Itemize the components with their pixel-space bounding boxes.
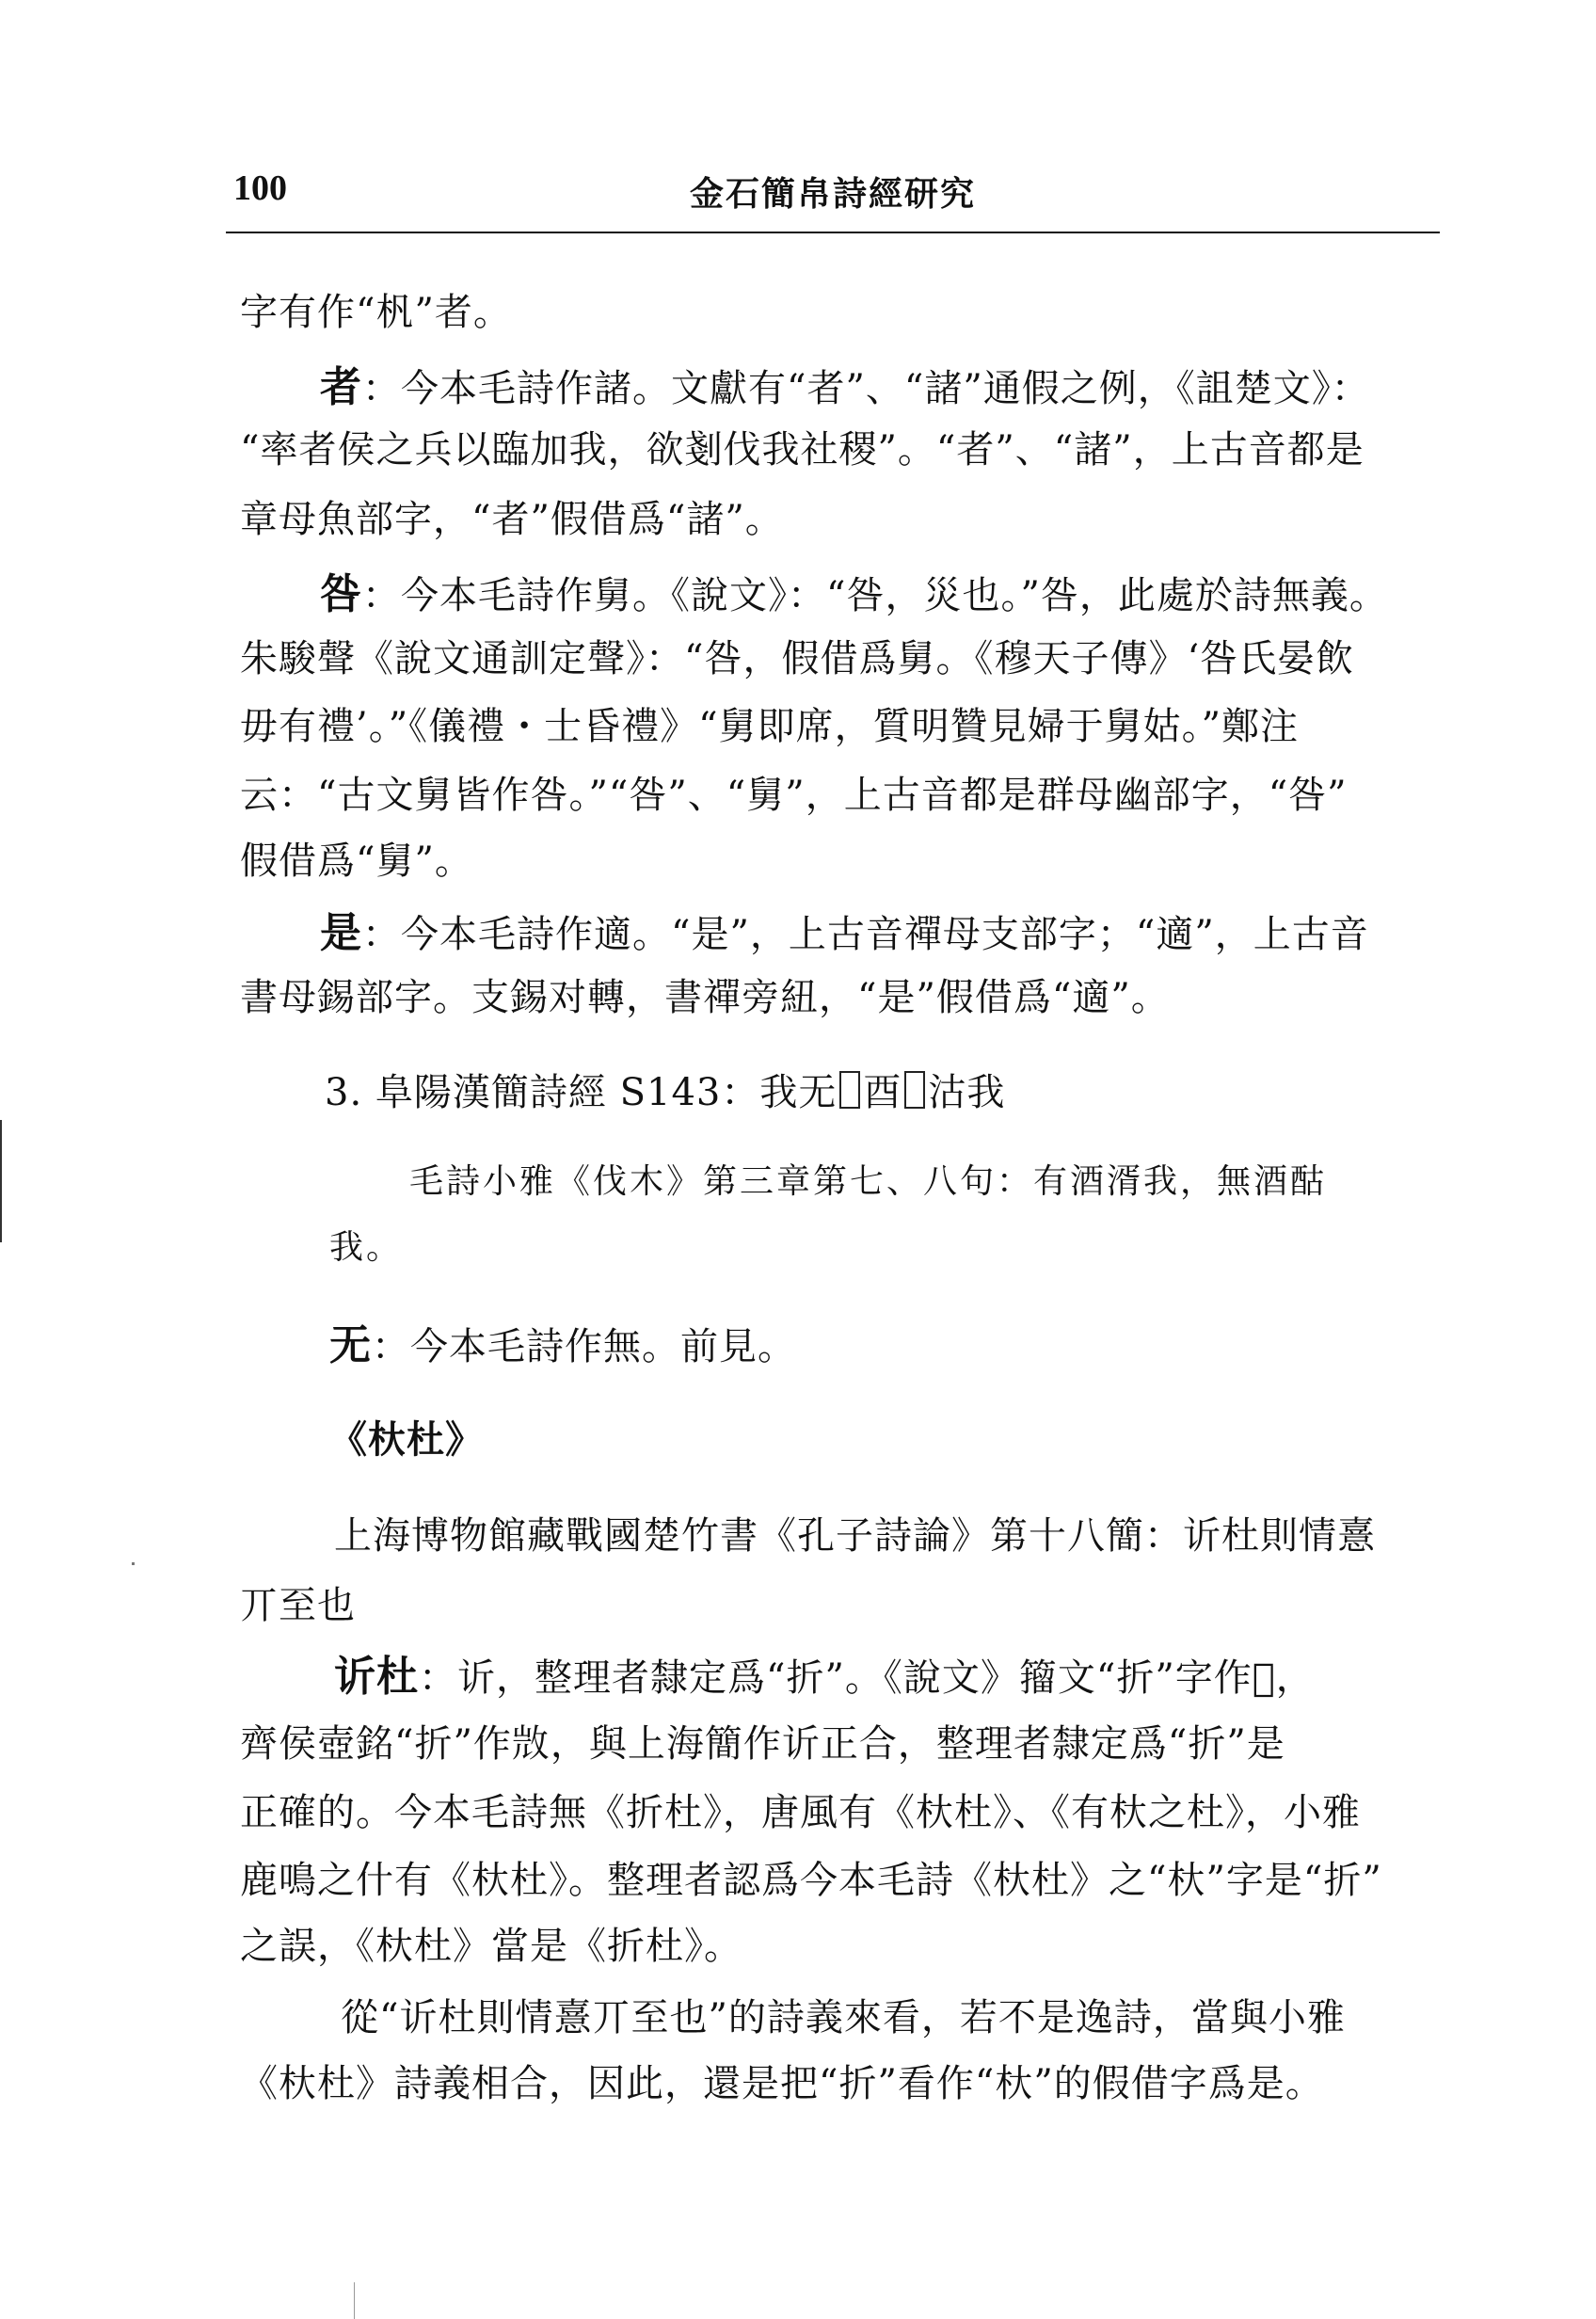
entry-head: 无 [329,1321,372,1369]
text-line: 假借爲“舅”。 [240,840,473,883]
text-line: 章母魚部字，“者”假借爲“諸”。 [240,498,784,541]
text-line: 從“䜣杜則情憙丌至也”的詩義來看，若不是逸詩，當與小雅 [341,1996,1346,2039]
paragraph-wu-line: 无：今本毛詩作無。前見。 [329,1321,796,1369]
running-title: 金石簡帛詩經研究 [689,174,976,214]
quote-line: 我。 [329,1228,404,1267]
paragraph-jiu-line-1: 咎：今本毛詩作舅。《說文》：“咎，災也。”咎，此處於詩無義。 [320,570,1388,618]
entry-head: 者 [320,363,362,411]
scan-edge-line [0,1120,2,1242]
scan-speck [132,1562,135,1565]
text-line: 云：“古文舅皆作咎。”“咎”、“舅”，上古音都是群母幽部字，“咎” [240,774,1348,817]
missing-char-box [839,1071,860,1109]
text-line: 上海博物館藏戰國楚竹書《孔子詩論》第十八簡：䜣杜則情憙 [334,1514,1376,1558]
text-line: 鹿鳴之什有《杕杜》。整理者認爲今本毛詩《杕杜》之“杕”字是“折” [240,1859,1382,1902]
item-3-line: 3. 阜陽漢簡詩經 S143：我无 酉 沽我 [325,1071,1006,1114]
text-line: 《杕杜》詩義相合，因此，還是把“折”看作“杕”的假借字爲是。 [240,2062,1324,2105]
quote-line: 毛詩小雅《伐木》第三章第七、八句：有酒湑我，無酒酤 [409,1162,1328,1201]
text-line: “率者侯之兵以臨加我，欲剗伐我社稷”。“者”、“諸”，上古音都是 [240,428,1365,472]
text-line: 毋有禮’。”《儀禮・士昏禮》“舅即席，質明贊見婦于舅姑。”鄭注 [240,705,1300,748]
text-line: 之誤，《杕杜》當是《折杜》。 [240,1925,742,1968]
paragraph-shi-line-1: 是：今本毛詩作適。“是”，上古音禪母支部字；“適”，上古音 [320,909,1369,957]
text-line: 字有作“杋”者。 [240,291,512,334]
text-line: 正確的。今本毛詩無《折杜》，唐風有《杕杜》、《有杕之杜》，小雅 [240,1791,1361,1834]
running-header [226,168,1440,233]
text-line: 書母錫部字。支錫对轉，書禪旁紐，“是”假借爲“適”。 [240,976,1170,1019]
text-line: 朱駿聲《說文通訓定聲》：“咎，假借爲舅。《穆天子傳》‘咎氏晏飲 [240,637,1355,680]
section-title: 《杕杜》 [329,1417,484,1462]
missing-char-box [904,1071,925,1109]
page-number: 100 [233,168,287,208]
paragraph-zhedu-line-1: 䜣杜：䜣，整理者隸定爲“折”。《說文》籀文“折”字作𣂚， [334,1653,1315,1701]
entry-head: 䜣杜 [334,1653,419,1701]
header-rule [226,232,1440,233]
paragraph-zhe-line-1: 者：今本毛詩作諸。文獻有“者”、“諸”通假之例，《詛楚文》： [320,363,1370,411]
entry-head: 是 [320,909,362,957]
scan-tick [354,2282,355,2319]
text-line: 齊侯壺銘“折”作𣁋，與上海簡作䜣正合，整理者隸定爲“折”是 [240,1722,1285,1766]
text-line: 丌至也 [240,1584,356,1627]
entry-head: 咎 [320,570,362,618]
